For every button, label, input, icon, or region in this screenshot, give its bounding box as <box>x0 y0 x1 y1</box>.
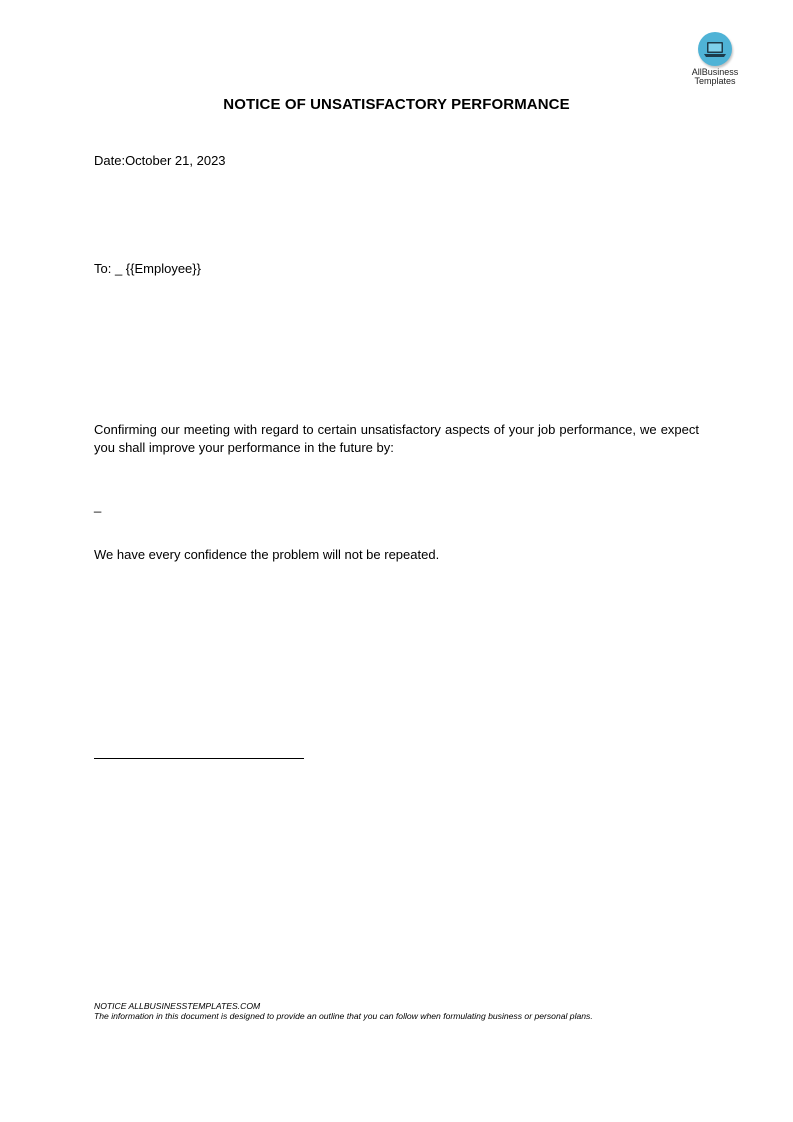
footer-line2: The information in this document is designed to provide an outline that you can follow when formulating business or personal plans. <box>94 1011 593 1021</box>
logo-badge <box>698 32 732 66</box>
brand-logo <box>682 32 748 86</box>
confidence-line: We have every confidence the problem will not be repeated. <box>94 547 440 562</box>
logo-text-line2: Templates <box>694 76 736 86</box>
date-line: Date:October 21, 2023 <box>94 153 226 168</box>
laptop-icon <box>698 32 732 66</box>
footer-line1: NOTICE ALLBUSINESSTEMPLATES.COM <box>94 1001 261 1011</box>
body-paragraph: Confirming our meeting with regard to certain unsatisfactory aspects of your job performance, we expect you shall improve your performance in the future by: <box>94 422 699 455</box>
logo-text-line1: AllBusiness <box>691 67 739 77</box>
blank-placeholder: _ <box>94 498 102 513</box>
recipient-line: To: _ {{Employee}} <box>94 261 201 276</box>
signature-line <box>94 758 304 759</box>
document-title: NOTICE OF UNSATISFACTORY PERFORMANCE <box>223 96 570 113</box>
footer <box>94 1001 593 1021</box>
